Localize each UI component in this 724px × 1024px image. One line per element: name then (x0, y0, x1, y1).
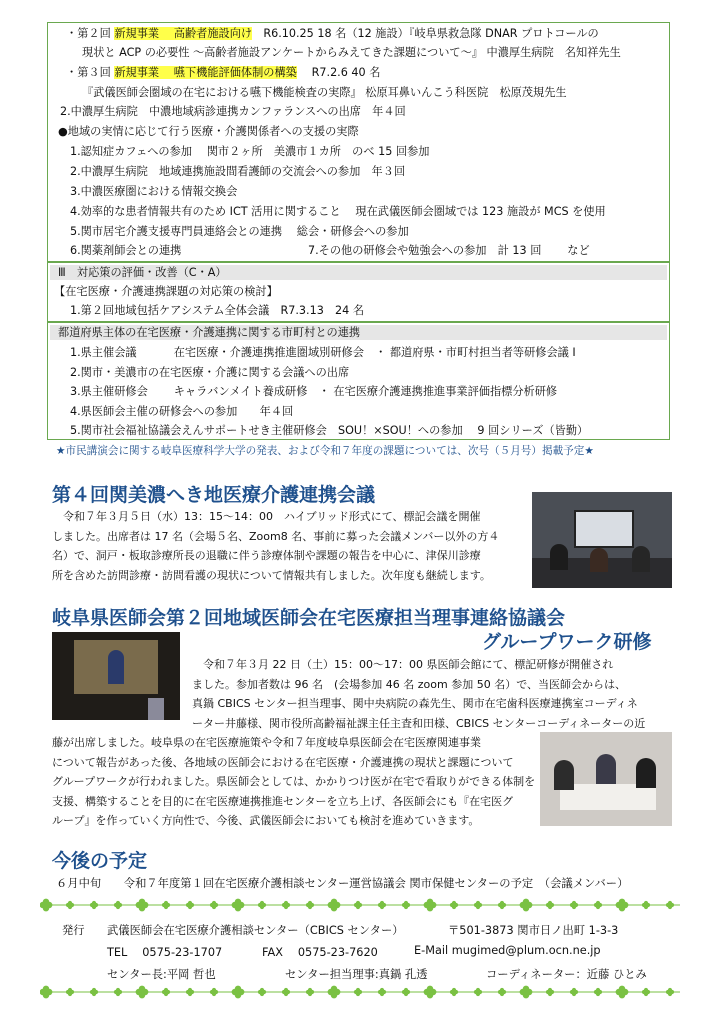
publisher-label: 発行 (62, 924, 85, 937)
leaf-icon (450, 901, 458, 909)
leaf-icon (594, 901, 602, 909)
leaf-garland (40, 897, 680, 913)
leaf-icon (642, 901, 650, 909)
activity-line (70, 224, 409, 239)
publisher-tel: TEL 0575-23-1707 (107, 946, 223, 959)
activity-line (70, 164, 405, 179)
leaf-icon (546, 988, 554, 996)
activity-line (82, 45, 621, 60)
leaf-icon (232, 986, 245, 999)
leaf-icon (666, 901, 674, 909)
leaf-icon (114, 901, 122, 909)
schedule-text: ６月中旬 令和７年度第１回在宅医療介護相談センター運営協議会 関市保健センターの予定 （会議メンバー） (56, 877, 629, 890)
leaf-icon (474, 988, 482, 996)
photo-speaker (108, 650, 124, 684)
leaf-icon (258, 988, 266, 996)
leaf-icon (114, 988, 122, 996)
prefecture-item: 1.県主催会議 在宅医療・介護連携推進圏域別研修会 ・ 都道府県・市町村担当者等研修会議 I (70, 346, 576, 359)
activity-text: 2.中濃厚生病院 地域連携施設間看護師の交流会への参加 年３回 (70, 165, 406, 178)
leaf-icon (210, 901, 218, 909)
leaf-icon (520, 899, 533, 912)
leaf-icon (162, 901, 170, 909)
publisher-fax: FAX 0575-23-7620 (262, 946, 378, 959)
body-line: 支援、構築することを目的に在宅医療連携推進センターを立ち上げ、各医師会にも『在宅医グ (52, 794, 514, 808)
lecture-photo (52, 632, 180, 720)
meeting-photo (532, 492, 672, 588)
highlighted-label: 新規事業 高齢者施設向け (114, 27, 253, 40)
prefecture-item: 3.県主催研修会 キャラバンメイト養成研修 ・ 在宅医療介護連携推進事業評価指標分析研修 (70, 385, 558, 398)
photo-podium (148, 698, 164, 720)
activity-text: R6.10.25 18 名（12 施設）『岐阜県救急隊 DNAR プロトコールの (252, 27, 599, 40)
leaf-icon (282, 901, 290, 909)
leaf-icon (570, 988, 578, 996)
leaf-icon (546, 901, 554, 909)
leaf-icon (354, 901, 362, 909)
leaf-icon (186, 901, 194, 909)
leaf-icon (424, 986, 437, 999)
activity-text: 3.中濃医療圏における情報交換会 (70, 185, 238, 198)
body-line: 令和７年３月５日（水）13：15～14：00 ハイブリッド形式にて、標記会議を開催 (52, 510, 481, 523)
leaf-icon (616, 899, 629, 912)
activity-text: 5.関市居宅介護支援専門員連絡会との連携 総会・研修会への参加 (70, 225, 409, 238)
photo-person (554, 760, 574, 790)
prefecture-item: 5.関市社会福祉協議会えんサポートせき主催研修会 SOU！×SOU！への参加 9 回シリーズ（皆勤） (70, 424, 589, 437)
leaf-icon (642, 988, 650, 996)
activity-line (58, 124, 359, 139)
leaf-icon (162, 988, 170, 996)
prefecture-header: 都道府県主体の在宅医療・介護連携に関する市町村との連携 (50, 325, 667, 340)
activity-line (66, 65, 380, 80)
leaf-icon (328, 899, 341, 912)
leaf-icon (136, 899, 149, 912)
photo-person (590, 548, 608, 572)
leaf-icon (474, 901, 482, 909)
activity-text: ・第３回 (66, 66, 115, 79)
body-line: について報告があった後、各地域の医師会における在宅医療・介護連携の現状と課題について (52, 755, 514, 769)
prefecture-item: 2.関市・美濃市の在宅医療・介護に関する会議への出席 (70, 365, 350, 379)
leaf-icon (66, 988, 74, 996)
body-line: 名）で、洞戸・板取診療所長の退職に伴う診療体制や課題の報告を中心に、津保川診療 (52, 549, 481, 563)
leaf-icon (594, 988, 602, 996)
leaf-icon (498, 901, 506, 909)
leaf-icon (570, 901, 578, 909)
photo-person (632, 546, 650, 572)
leaf-icon (90, 988, 98, 996)
body-line: 真鍋 CBICS センター担当理事、関中央病院の森先生、関市在宅歯科医療連携室コーディネ (192, 697, 638, 711)
activity-line (70, 144, 429, 159)
leaf-icon (40, 986, 52, 999)
leaf-icon (136, 986, 149, 999)
center-head: センター長:平岡 哲也 (107, 968, 216, 981)
section-title-schedule: 今後の予定 (52, 850, 148, 872)
body-line: ループ』を作っていく方向性で、今後、武儀医師会においても検討を進めていきます。 (52, 814, 480, 828)
section-subtitle-gifu: グループワーク研修 (482, 631, 652, 653)
groupwork-photo (540, 732, 672, 826)
leaf-icon (354, 988, 362, 996)
evaluation-item: 1.第２回地域包括ケアシステム全体会議 R7.3.13 24 名 (70, 304, 365, 317)
leaf-icon (66, 901, 74, 909)
leaf-icon (378, 988, 386, 996)
activity-line (70, 204, 606, 219)
photo-person (596, 754, 616, 784)
activity-line (60, 104, 406, 119)
leaf-icon (378, 901, 386, 909)
leaf-icon (210, 988, 218, 996)
publisher-name: 武儀医師会在宅医療介護相談センター（CBICS センター） (107, 924, 404, 937)
activity-text: ●地域の実情に応じて行う医療・介護関係者への支援の実際 (58, 125, 359, 138)
activity-line (70, 243, 590, 258)
leaf-icon (424, 899, 437, 912)
activity-text: R7.2.6 40 名 (296, 66, 381, 79)
leaf-icon (258, 901, 266, 909)
center-director: センター担当理事:真鍋 孔透 (285, 968, 428, 981)
leaf-icon (40, 899, 52, 912)
leaf-garland (40, 984, 680, 1000)
activity-line (82, 85, 567, 100)
publisher-email: E-Mail mugimed@plum.ocn.ne.jp (414, 944, 601, 957)
activity-text: 6.関薬剤師会との連携 7.その他の研修会や勉強会への参加 計 13 回 など (70, 244, 590, 257)
body-line: 藤が出席しました。岐阜県の在宅医療施策や令和７年度岐阜県医師会在宅医療関連事業 (52, 736, 481, 749)
publisher-address: 〒501-3873 関市日ノ出町 1-3-3 (448, 924, 619, 937)
body-line: 所を含めた訪問診療・訪問看護の現状について情報共有しました。次年度も継続します。 (52, 568, 491, 582)
photo-person (550, 544, 568, 570)
photo-person (636, 758, 656, 788)
prefecture-item: 4.県医師会主催の研修会への参加 年４回 (70, 404, 294, 418)
section-title-gifu: 岐阜県医師会第２回地域医師会在宅医療担当理事連絡協議会 (52, 607, 566, 629)
leaf-icon (402, 901, 410, 909)
leaf-icon (498, 988, 506, 996)
leaf-icon (232, 899, 245, 912)
leaf-icon (328, 986, 341, 999)
activity-line (70, 184, 237, 199)
leaf-icon (402, 988, 410, 996)
activity-line (66, 26, 599, 41)
body-line: ました。参加者数は 96 名 (会場参加 46 名 zoom 参加 50 名）で、当医師会からは、 (192, 677, 626, 691)
activity-text: 1.認知症カフェへの参加 関市２ヶ所 美濃市１カ所 のべ 15 回参加 (70, 145, 430, 158)
body-line: ーター井藤様、関市役所高齢福祉課主任主査和田様、CBICS センターコーディネーターの近 (192, 716, 646, 730)
body-line: 令和７年３月 22 日（土）15：00～17：00 県医師会館にて、標記研修が開催され (192, 658, 614, 671)
section-title-henchi: 第４回関美濃へき地医療介護連携会議 (52, 484, 376, 506)
center-coordinator: コーディネーター：近藤 ひとみ (486, 968, 647, 981)
activity-text: 2.中濃厚生病院 中濃地域病診連携カンファランスへの出席 年４回 (60, 105, 406, 118)
leaf-border-top (40, 897, 680, 913)
leaf-icon (306, 901, 314, 909)
notice-text: ★市民講演会に関する岐阜医療科学大学の発表、および令和７年度の課題については、次号（５月号）掲載予定★ (56, 445, 594, 457)
body-line: しました。出席者は 17 名（会場５名、Zoom8 名、事前に募った会議メンバー以外の方４ (52, 529, 500, 543)
leaf-icon (616, 986, 629, 999)
photo-screen (574, 510, 634, 548)
highlighted-label: 新規事業 嚥下機能評価体制の構築 (114, 66, 297, 79)
leaf-icon (666, 988, 674, 996)
leaf-icon (282, 988, 290, 996)
leaf-icon (520, 986, 533, 999)
body-line: グループワークが行われました。県医師会としては、かかりつけ医が在宅で看取りができる体制を (52, 775, 536, 789)
activity-text: 4.効率的な患者情報共有のため ICT 活用に関すること 現在武儀医師会圏域では 123 施設が MCS を使用 (70, 205, 606, 218)
leaf-icon (450, 988, 458, 996)
activity-text: ・第２回 (66, 27, 115, 40)
activity-text: 『武儀医師会圏域の在宅における嚥下機能検査の実際』 松原耳鼻いんこう科医院 松原茂規先生 (82, 86, 567, 99)
leaf-icon (90, 901, 98, 909)
evaluation-subheader: 【在宅医療・介護連携課題の対応策の検討】 (54, 285, 278, 298)
activity-text: 現状と ACP の必要性 ～高齢者施設アンケートからみえてきた課題について～』 中濃厚生病院 名知祥先生 (82, 46, 621, 59)
leaf-icon (186, 988, 194, 996)
evaluation-header: Ⅲ 対応策の評価・改善（C・A） (50, 265, 667, 280)
leaf-icon (306, 988, 314, 996)
leaf-border-bottom (40, 984, 680, 1000)
